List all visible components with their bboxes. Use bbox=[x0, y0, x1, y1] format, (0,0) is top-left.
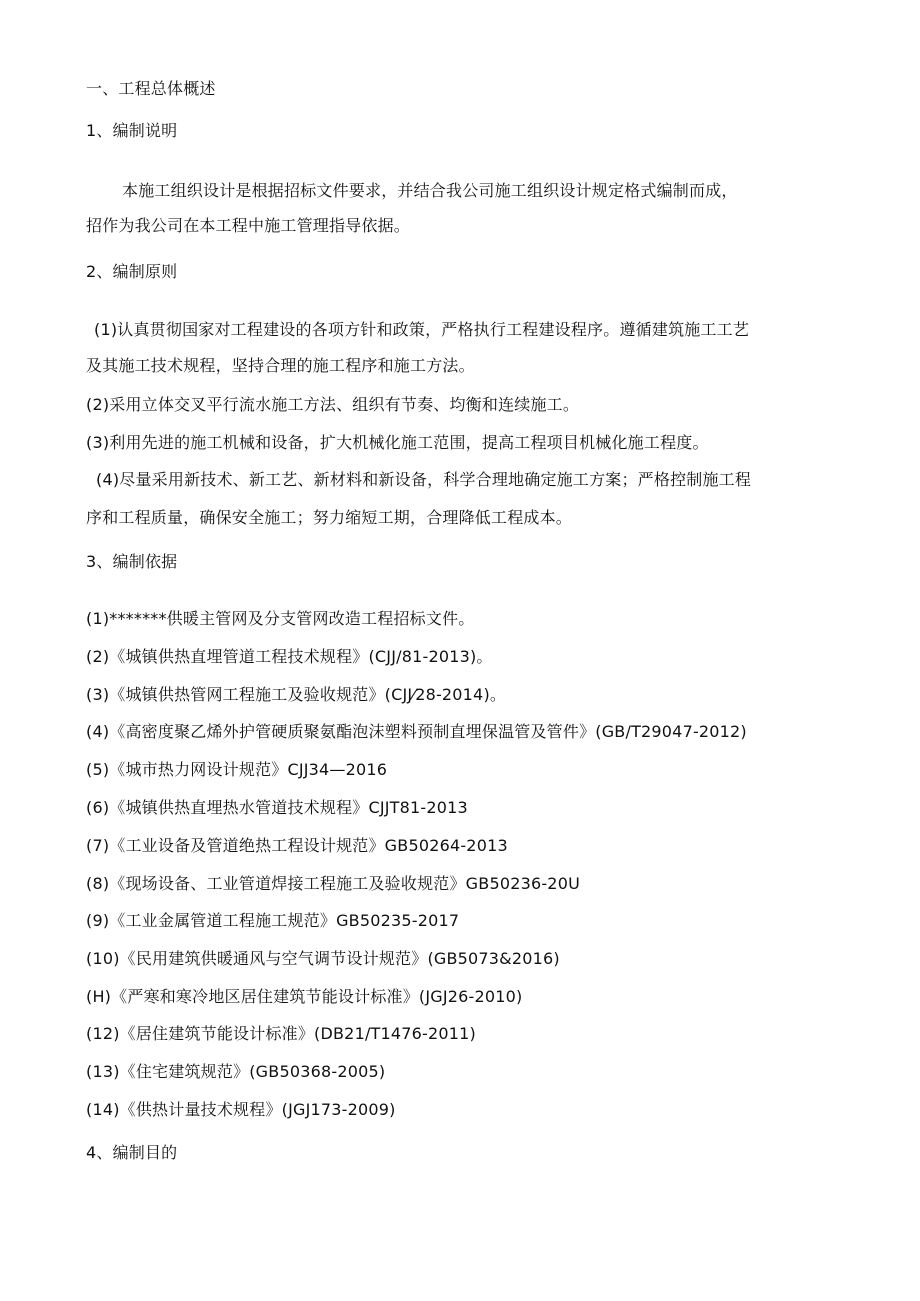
basis-item-9: (9)《工业金属管道工程施工规范》GB50235-2017 bbox=[86, 911, 460, 930]
basis-item-10: (10)《民用建筑供暖通风与空气调节设计规范》(GB5073&2016) bbox=[86, 949, 560, 968]
section-title: 一、工程总体概述 bbox=[86, 79, 216, 98]
subsection-title-3: 3、编制依据 bbox=[86, 552, 178, 571]
paragraph-line: 招作为我公司在本工程中施工管理指导依据。 bbox=[86, 216, 411, 235]
basis-item-2: (2)《城镇供热直埋管道工程技术规程》(CJJ/81-2013)。 bbox=[86, 647, 493, 666]
basis-item-3: (3)《城镇供热管网工程施工及验收规范》(CJJ⁄28-2014)。 bbox=[86, 685, 507, 704]
principle-item-1-line2: 及其施工技术规程，坚持合理的施工程序和施工方法。 bbox=[86, 356, 475, 375]
basis-item-8: (8)《现场设备、工业管道焊接工程施工及验收规范》GB50236-20U bbox=[86, 874, 580, 893]
basis-item-14: (14)《供热计量技术规程》(JGJ173-2009) bbox=[86, 1100, 396, 1119]
principle-item-2: (2)采用立体交叉平行流水施工方法、组织有节奏、均衡和连续施工。 bbox=[86, 395, 580, 414]
principle-item-1-line1: (1)认真贯彻国家对工程建设的各项方针和政策，严格执行工程建设程序。遵循建筑施工工艺 bbox=[94, 320, 750, 339]
basis-item-7: (7)《工业设备及管道绝热工程设计规范》GB50264-2013 bbox=[86, 836, 508, 855]
basis-item-11: (H)《严寒和寒冷地区居住建筑节能设计标准》(JGJ26-2010) bbox=[86, 987, 523, 1006]
subsection-title-4: 4、编制目的 bbox=[86, 1143, 178, 1162]
principle-item-4-line2: 序和工程质量，确保安全施工；努力缩短工期，合理降低工程成本。 bbox=[86, 508, 573, 527]
basis-item-1: (1)*******供暖主管网及分支管网改造工程招标文件。 bbox=[86, 609, 475, 628]
basis-item-5: (5)《城市热力网设计规范》CJJ34—2016 bbox=[86, 760, 388, 779]
principle-item-4-line1: (4)尽量采用新技术、新工艺、新材料和新设备，科学合理地确定施工方案；严格控制施工程 bbox=[96, 470, 752, 489]
basis-item-4: (4)《高密度聚乙烯外护管硬质聚氨酯泡沫塑料预制直埋保温管及管件》(GB/T29047-2012) bbox=[86, 722, 747, 741]
subsection-title-1: 1、编制说明 bbox=[86, 121, 178, 140]
basis-item-13: (13)《住宅建筑规范》(GB50368-2005) bbox=[86, 1062, 386, 1081]
paragraph-line: 本施工组织设计是根据招标文件要求，并结合我公司施工组织设计规定格式编制而成， bbox=[122, 181, 738, 200]
principle-item-3: (3)利用先进的施工机械和设备，扩大机械化施工范围，提高工程项目机械化施工程度。 bbox=[86, 433, 709, 452]
basis-item-6: (6)《城镇供热直埋热水管道技术规程》CJJT81-2013 bbox=[86, 798, 468, 817]
basis-item-12: (12)《居住建筑节能设计标准》(DB21/T1476-2011) bbox=[86, 1024, 476, 1043]
subsection-title-2: 2、编制原则 bbox=[86, 262, 178, 281]
